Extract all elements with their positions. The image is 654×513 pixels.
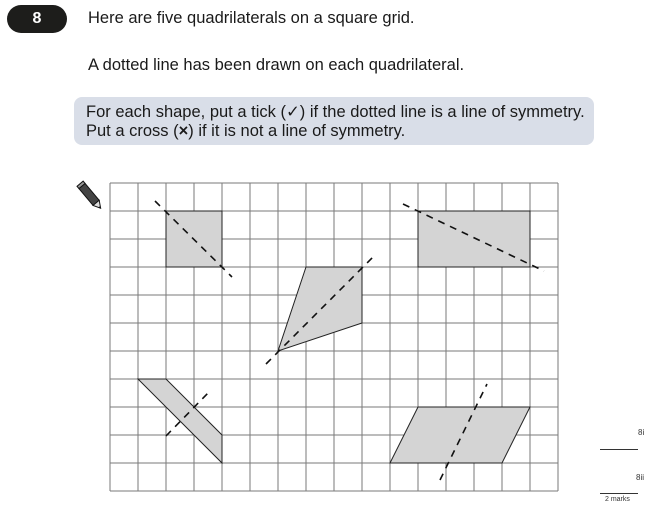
tick-symbol: ✓ (285, 103, 300, 121)
question-number-badge: 8 (7, 5, 67, 33)
marks-total: 2 marks (605, 496, 630, 503)
pencil-icon (77, 181, 104, 211)
question-text-line-2: A dotted line has been drawn on each quadrilateral. (88, 56, 465, 74)
mark-answer-line-8i (600, 449, 638, 450)
mark-answer-line-8ii (600, 493, 638, 494)
parallelogram-shape-right (390, 407, 530, 463)
rectangle-shape (418, 211, 530, 267)
mark-label-8i: 8i (638, 428, 645, 437)
instruction-cross-line: Put a cross (×) if it is not a line of symmetry. (86, 122, 406, 140)
instruction-tick-line: For each shape, put a tick (✓) if the dotted line is a line of symmetry. (86, 103, 585, 121)
question-text-line-1: Here are five quadrilaterals on a square grid. (88, 9, 415, 27)
mark-label-8ii: 8ii (636, 473, 645, 482)
parallelogram-shape-left (138, 379, 222, 463)
cross-symbol: × (178, 122, 189, 140)
